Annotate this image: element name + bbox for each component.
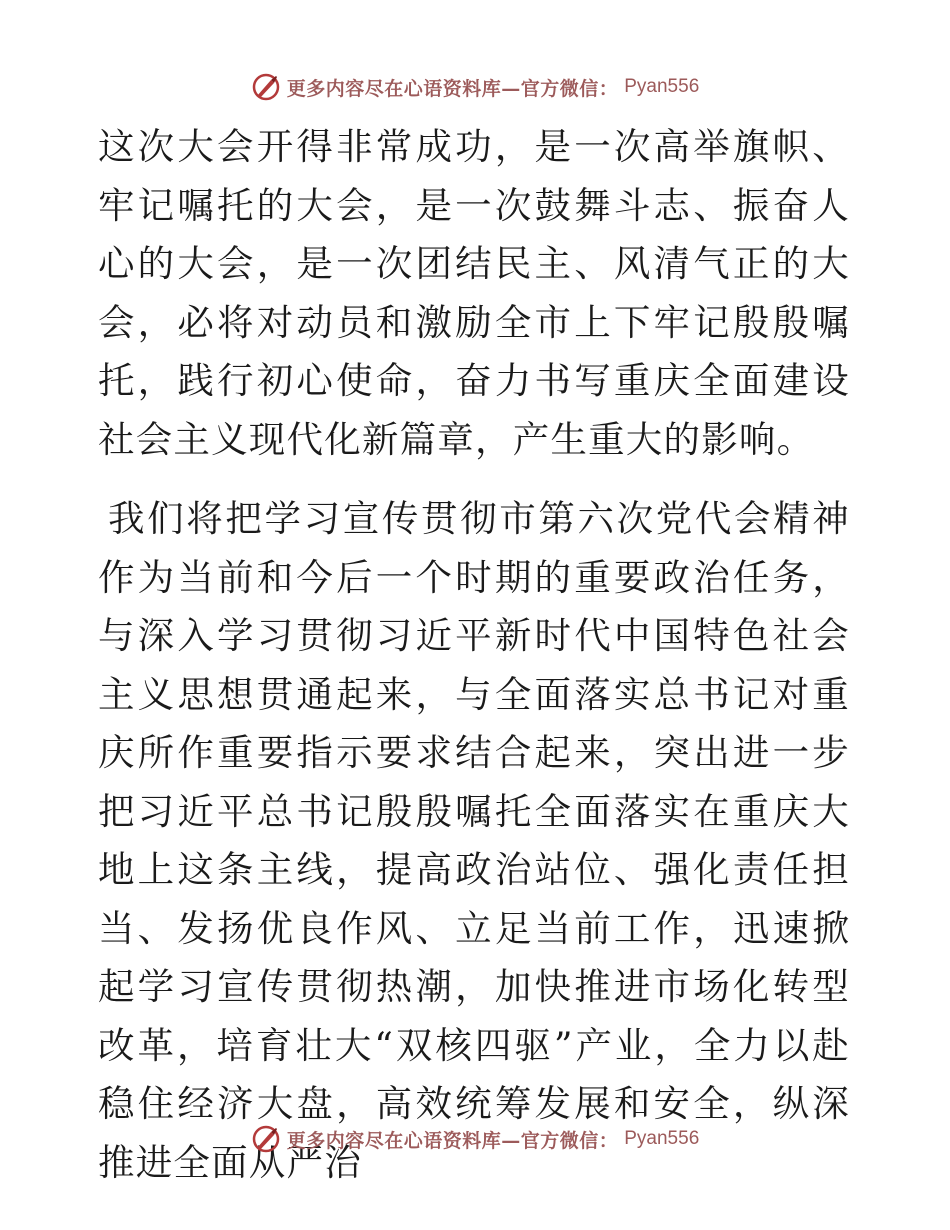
paragraph: 这次大会开得非常成功，是一次高举旗帜、牢记嘱托的大会，是一次鼓舞斗志、振奋人心的大会，是一次团结民主、风清气正的大会，必将对动员和激励全市上下牢记殷殷嘱托，践行初心使命，奋力书写重庆全面建设社会主义现代化新篇章，产生重大的影响。	[98, 125, 850, 461]
watermark-brand-text: 更多内容尽在心语资料库—官方微信：	[286, 1129, 619, 1152]
document-body	[98, 118, 850, 1192]
watermark-wechat-id: Pyan556	[624, 1128, 700, 1149]
paragraph: 我们将把学习宣传贯彻市第六次党代会精神作为当前和今后一个时期的重要政治任务，与深入学习贯彻习近平新时代中国特色社会主义思想贯通起来，与全面落实总书记对重庆所作重要指示要求结合起来，突出进一步把习近平总书记殷殷嘱托全面落实在重庆大地上这条主线，提高政治站位、强化责任担当、发扬优良作风、立足当前工作，迅速掀起学习宣传贯彻热潮，加快推进市场化转型改革，培育壮大“双核四驱”产业，全力以赴稳住经济大盘，高效统筹发展和安全，纵深推进全面从严治	[98, 497, 850, 1184]
header-watermark	[0, 72, 950, 102]
watermark-brand-text: 更多内容尽在心语资料库—官方微信：	[286, 77, 619, 100]
pen-nib-logo-icon	[251, 72, 281, 102]
watermark-wechat-id: Pyan556	[624, 76, 700, 97]
footer-watermark	[0, 1124, 950, 1154]
pen-nib-logo-icon	[251, 1124, 281, 1154]
